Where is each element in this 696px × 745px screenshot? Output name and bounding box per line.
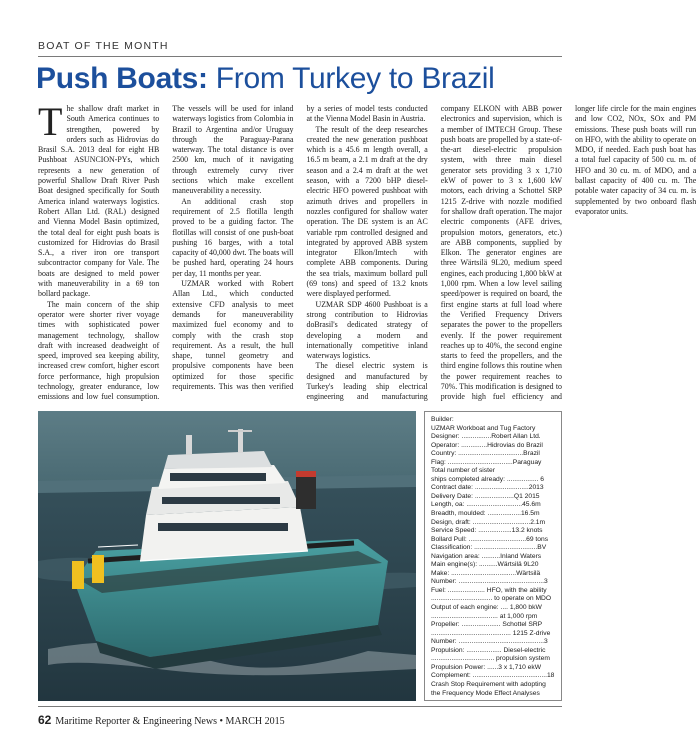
article-body bbox=[38, 99, 696, 406]
spec-line: Number: ..............................................3 bbox=[431, 638, 548, 646]
page-number: 62 bbox=[38, 713, 52, 727]
spec-line: Service Speed: ..................13.2 knots bbox=[431, 527, 543, 535]
article-paragraph-2: The main concern of the ship operator were shorter river voyage times with sophisticated power management technology, shallow draft with increased deadweight of speed, improved sea keeping ability, increased crew comfort, higher escort force performance, high propulsion technology, greater endurance, low emissions and low fuel consumption. The vessels will be used for inland waterways logistics from Colombia in Brazil to Argentina and/or Uruguay through the Paraguay-Parana waterway. The total distance is over 2500 km, much of it navigating through extremely curvy river sections which make excellent maneuverability a necessity. bbox=[38, 104, 294, 402]
footer-rule bbox=[38, 706, 562, 707]
folio bbox=[38, 713, 285, 727]
spec-line: Make: ...................................Wärtsilä bbox=[431, 569, 541, 577]
drop-cap: T bbox=[38, 99, 63, 144]
spec-line: Bollard Pull: ...............................69 tons bbox=[431, 535, 549, 543]
spec-line: .................................... at 1,000 rpm bbox=[431, 612, 538, 620]
header-rule bbox=[38, 56, 562, 57]
spec-line: Design, draft: ...............................2.1m bbox=[431, 518, 546, 526]
section-label: BOAT OF THE MONTH bbox=[38, 40, 169, 52]
spec-line: Builder: bbox=[431, 416, 454, 423]
spec-line: ................................. to operate on MDO bbox=[431, 595, 552, 603]
spec-line: Designer: ................Robert Allan Ltd. bbox=[431, 433, 541, 441]
spec-line: Classification: ..................................BV bbox=[431, 544, 547, 552]
headline-lead: Push Boats: bbox=[36, 62, 208, 95]
spec-line: the Frequency Mode Effect Analyses bbox=[431, 689, 540, 697]
spec-line: Navigation area: ..........Inland Waters bbox=[431, 552, 542, 560]
article-paragraph-4: UZMAR worked with Robert Allan Ltd., which conducted extensive CFD analysis to meet demands for maneuverability maximized fuel economy and to comply with the crash stop requirement. As a result, the hull shape, tunnel geometry and propulsive components have been optimized for those specific requirements. This was then verified by a series of model tests conducted at the Vienna Model Basin in Austria. bbox=[172, 104, 428, 392]
headline bbox=[36, 62, 576, 96]
spec-line: Length, oa: ..............................45.6m bbox=[431, 501, 541, 509]
spec-line: Delivery Date: .....................Q1 2015 bbox=[431, 492, 540, 500]
pushboat-photo bbox=[38, 411, 416, 701]
spec-line: UZMAR Workboat and Tug Factory bbox=[431, 424, 536, 432]
spec-line: Contract date: .............................2013 bbox=[431, 484, 544, 492]
publication-line: Maritime Reporter & Engineering News • MARCH 2015 bbox=[55, 716, 285, 727]
spec-line: ........................................... 1215 Z-drive bbox=[431, 629, 551, 637]
spec-line: Crash Stop Requirement with adopting bbox=[431, 680, 546, 688]
pushboat-illustration bbox=[38, 411, 416, 701]
article-paragraph-7: The diesel electric system is designed and manufactured by Turkey's leading ship electrical engineering and manufacturing company ELKON with ABB power electronics and supervision, which is a member of IMTECH Group. These push boats are propelled by a state-of-the-art diesel-electric propulsion system, with three main diesel generator sets providing 3 x 1,710 ekW of power to 3 x 1,600 kW motors, each driving a Schottel SRP 1215 Z-drive with nozzle modified for shallow draft operation. The major electric components (AFE drives, propulsion motors, generators, etc.) are ABB components, supplied by Elkon. The generator engines are three Wärtsilä 9L20, medium speed engines, each producing 1,800 bkW at 1,000 rpm. When a low level sailing speed/power is required on board, the first engine starts at full load where the Verified Frequency Drivers separates the power to the propellers evenly. If the power requirement reaches up to 40%, the second engine starts to feed the propellers, and the third engine follows this routine when the power requirement reaches to 70%. This modification is designed to provide high fuel efficiency and longer life circle for the main engines and low CO2, NOx, SOx and PM emissions. These push boats will run on HFO, with the ability to operate on MDO, if needed. Each push boat has a total fuel capacity of 500 cu. m. of HFO and 30 cu. m. of MDO, and a ballast capacity of 400 cu. m. The potable water capacity of 34 cu. m. is supplemented by two onboard flash evaporator units. bbox=[306, 104, 696, 402]
spec-line: Propeller: ..................... Schottel SRP bbox=[431, 621, 543, 629]
spec-line: Main engine(s): ..........Wärtsilä 9L20 bbox=[431, 561, 539, 569]
spec-line: .................................. propulsion system bbox=[431, 655, 550, 663]
spec-line: Number: ..............................................3 bbox=[431, 578, 548, 586]
spec-line: Fuel: .................... HFO, with the ability bbox=[431, 586, 547, 594]
spec-line: Propulsion Power: ......3 x 1,710 ekW bbox=[431, 663, 542, 671]
article-paragraph-3: An additional crash stop requirement of 2.5 flotilla length proved to be a guiding factor. The flotillas will consist of one push-boat pushing 16 barges, with a total capacity of 40,000 dwt. The boats will be pushed hard, operating 24 hours per day, 11 months per year. bbox=[172, 196, 294, 278]
spec-line: Country: ...................................Brazil bbox=[431, 450, 540, 458]
spec-line: Complement: ........................................18 bbox=[431, 672, 555, 680]
spec-line: Total number of sister bbox=[431, 467, 495, 475]
headline-rest: From Turkey to Brazil bbox=[215, 62, 495, 95]
spec-line: ships completed already: ................. 6 bbox=[431, 475, 544, 483]
article-paragraph-6: UZMAR SDP 4600 Pushboat is a strong contribution to Hidrovias doBrasil's dedicated strategy of developing a modern and internationally competitive inland waterways logistics. bbox=[306, 299, 428, 361]
article-paragraph-1: The shallow draft market in South America continues to strengthen, powered by orders such as Hidrovias do Brasil S.A. 2013 deal for eight HB Pushboat ASUNCION-PYs, which represents a new generation of powerful Shallow Draft River Push Boat designed specifically for South America inland waterways logistics. Robert Allan Ltd. (RAL) designed and Vienna Model Basin optimized, the total deal for eight push boats is customized for Hidrovias do Brasil S.A., a river iron ore transport subcontractor company for Vale. The boats are designed to meld power with maneuverability in a 69 ton bollard package. bbox=[38, 99, 160, 299]
spec-line: Flag: ...................................Paraguay bbox=[431, 458, 542, 466]
spec-line: Propulsion: ................... Diesel-electric bbox=[431, 646, 546, 654]
spec-line: Output of each engine: .... 1,800 bkW bbox=[431, 604, 542, 612]
article-paragraph-5: The result of the deep researches created the new generation pushboat which is a 45.6 m length overall, a 16.5 m beam, a 2.1 m draft at the dry season and a 2.4 m draft at the wet season, with a 7200 bHP diesel-electric HFO powered pushboat with azimuth drives and propellers in nozzles configured for shallow water operation. The DE system is an AC variable rpm controlled designed and integrated by approved ABB system integrator Elkon/Imtech with complete ABB components. During the sea trials, maximum bollard pull (69 tons) and speed of 13.2 knots were displayed performed. bbox=[306, 124, 428, 299]
spec-line: Operator: ..............Hidrovias do Brazil bbox=[431, 441, 543, 449]
spec-box bbox=[424, 411, 562, 701]
spec-line: Breadth, moulded: ..................16.5m bbox=[431, 510, 540, 518]
